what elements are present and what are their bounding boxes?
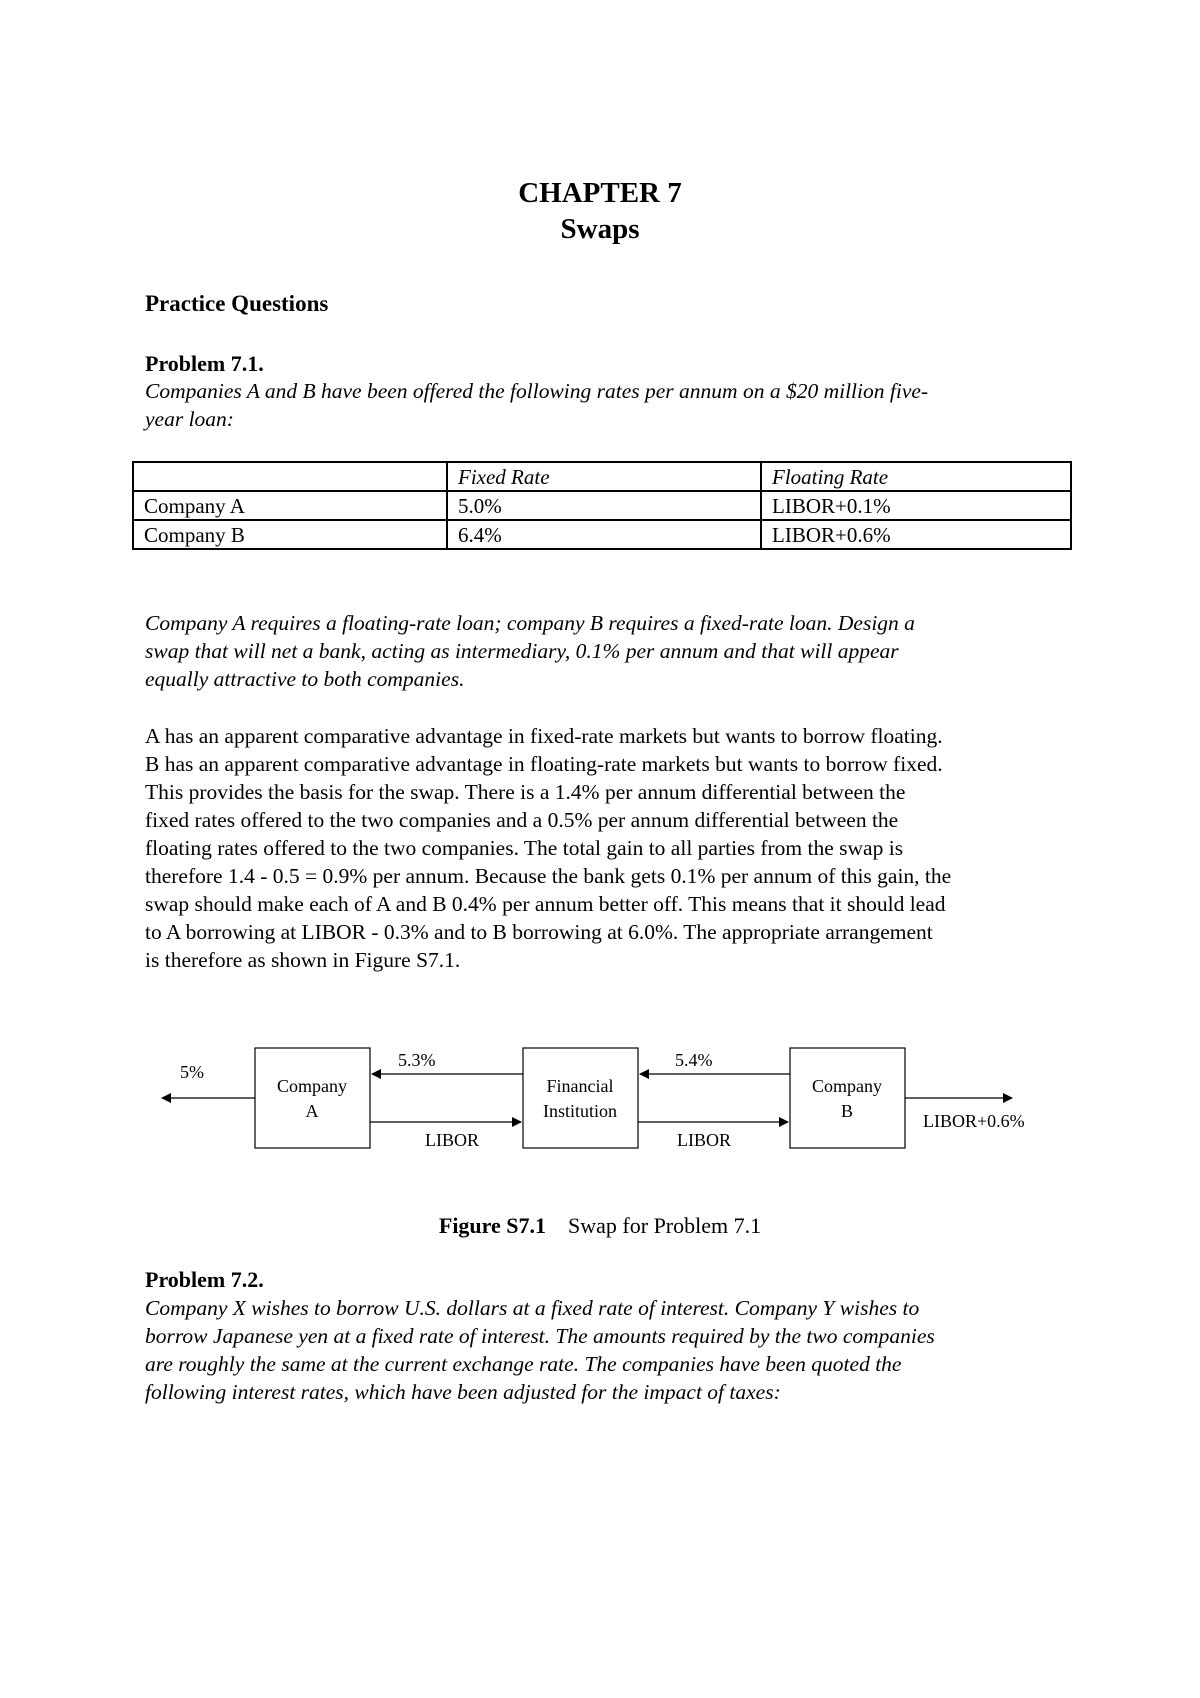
answer-line: A has an apparent comparative advantage in fixed-rate markets but wants to borrow floating. (145, 724, 943, 748)
question-line: year loan: (145, 407, 234, 431)
company-b-box (790, 1048, 905, 1148)
answer-line: therefore 1.4 - 0.5 = 0.9% per annum. Because the bank gets 0.1% per annum of this gain, the (145, 864, 952, 888)
label-a-out: 5% (180, 1062, 204, 1082)
table-cell: LIBOR+0.1% (761, 491, 1071, 520)
table-cell: LIBOR+0.6% (761, 520, 1071, 549)
label-b-out: LIBOR+0.6% (923, 1111, 1025, 1131)
label-b-to-fi: 5.4% (675, 1050, 713, 1070)
company-b-letter: B (840, 1101, 854, 1121)
problem-7-1-title: Problem 7.1. (145, 351, 264, 376)
swap-diagram (150, 1030, 1050, 1190)
section-heading: Practice Questions (145, 291, 329, 316)
company-a-letter: A (305, 1101, 319, 1121)
answer-line: to A borrowing at LIBOR - 0.3% and to B borrowing at 6.0%. The appropriate arrangement (145, 920, 933, 944)
figure-caption-label: Figure S7.1 (438, 1213, 547, 1238)
rates-table (132, 461, 1072, 550)
answer-line: B has an apparent comparative advantage in floating-rate markets but wants to borrow fixed. (145, 752, 943, 776)
question-line: Company X wishes to borrow U.S. dollars at a fixed rate of interest. Company Y wishes to (145, 1296, 920, 1320)
problem-7-1-question (145, 377, 1065, 433)
chapter-subtitle: Swaps (560, 213, 640, 245)
table-cell: Company A (133, 491, 447, 520)
answer-line: This provides the basis for the swap. There is a 1.4% per annum differential between the (145, 780, 906, 804)
company-a-box (255, 1048, 370, 1148)
financial-institution-label-2: Institution (542, 1101, 618, 1121)
company-a-label: Company (277, 1076, 347, 1096)
question-line: are roughly the same at the current exchange rate. The companies have been quoted the (145, 1352, 902, 1376)
answer-line: is therefore as shown in Figure S7.1. (145, 948, 461, 972)
label-fi-to-b: LIBOR (677, 1130, 731, 1150)
question-line: Companies A and B have been offered the following rates per annum on a $20 million five- (145, 379, 929, 403)
problem-7-2-question (145, 1294, 1065, 1406)
question-line: following interest rates, which have been adjusted for the impact of taxes: (145, 1380, 781, 1404)
table-header-cell: Floating Rate (761, 462, 1071, 491)
company-b-label: Company (812, 1076, 882, 1096)
table-header-cell (133, 462, 447, 491)
problem-7-2-title: Problem 7.2. (145, 1267, 264, 1292)
table-header-row (133, 462, 1071, 491)
figure-caption-text: Swap for Problem 7.1 (568, 1213, 762, 1238)
table-cell: 6.4% (447, 520, 761, 549)
table-row (133, 520, 1071, 549)
table-cell: 5.0% (447, 491, 761, 520)
task-line: swap that will net a bank, acting as intermediary, 0.1% per annum and that will appear (145, 639, 899, 663)
question-line: borrow Japanese yen at a fixed rate of interest. The amounts required by the two companies (145, 1324, 935, 1348)
label-a-to-fi: LIBOR (425, 1130, 479, 1150)
table-header-cell: Fixed Rate (447, 462, 761, 491)
chapter-heading: CHAPTER 7 (518, 177, 682, 209)
answer-line: floating rates offered to the two companies. The total gain to all parties from the swap is (145, 836, 904, 860)
answer-line: swap should make each of A and B 0.4% per annum better off. This means that it should lead (145, 892, 946, 916)
label-fi-to-a: 5.3% (398, 1050, 436, 1070)
problem-7-1-answer (145, 722, 1065, 974)
table-row (133, 491, 1071, 520)
answer-line: fixed rates offered to the two companies and a 0.5% per annum differential between the (145, 808, 899, 832)
figure-caption (0, 1213, 1200, 1239)
table-cell: Company B (133, 520, 447, 549)
financial-institution-box (523, 1048, 638, 1148)
task-line: Company A requires a floating-rate loan; company B requires a fixed-rate loan. Design a (145, 611, 915, 635)
task-line: equally attractive to both companies. (145, 667, 465, 691)
financial-institution-label: Financial (546, 1076, 614, 1096)
problem-7-1-task (145, 609, 1065, 693)
